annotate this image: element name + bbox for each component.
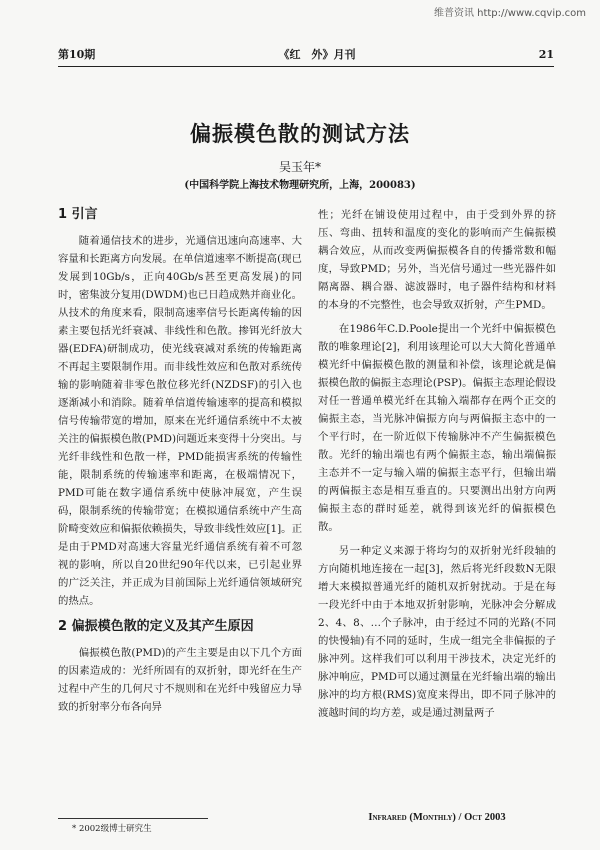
header-divider xyxy=(58,66,554,67)
page-number: 21 xyxy=(538,48,554,61)
article-title: 偏振模色散的测试方法 xyxy=(190,121,410,146)
paragraph: 随着通信技术的进步，光通信迅速向高速率、大容量和长距离方向发展。在单信道速率不断提高(现已发展到10Gb/s，正向40Gb/s甚至更高发展)的同时，密集波分复用(DWDM)也已日趋成熟并商业化。从技术的角度来看，限制高速率信号长距离传输的因素主要包括光纤衰减、非线性和色散。掺铒光纤放大器(EDFA)研制成功，使光线衰减对系统的传输距离不再起主要限制作用。而非线性效应和色散对系统传输的影响随着非零色散位移光纤(NZDSF)的引入也逐渐减小和消除。随着单信道传输速率的提高和模拟信号传输带宽的增加，原来在光纤通信系统中不太被关注的偏振模色散(PMD)问题近来变得十分突出。与光纤非线性和色散一样，PMD能损害系统的传输性能，限制系统的传输速率和距离，在极端情况下，PMD可能在数字通信系统中使脉冲展宽，产生误码，限制系统的传输带宽；在模拟通信系统中产生高阶畸变效应和偏振依赖损失，导致非线性效应[1]。正是由于PMD对高速大容量光纤通信系统有着不可忽视的影响，所以自20世纪90年代以来，已引起业界的广泛关注，并正成为目前国际上光纤通信领域研究的热点。 xyxy=(58,235,302,607)
paragraph: 另一种定义来源于将均匀的双折射光纤段轴的方向随机地连接在一起[3]，然后将光纤段数N无限增大来模拟普通光纤的随机双折射扰动。于是在每一段光纤中由于本地双折射影响，光脉冲会分解成2、4、8、…个子脉冲，由于经过不同的光路(不同的快慢轴)有不同的延时，生成一组完全非偏振的子脉冲列。这样我们可以利用干涉技术，决定光纤的脉冲响应，PMD可以通过测量在光纤输出端的输出脉冲的均方根(RMS)宽度来得出，即不同子脉冲的渡越时间的均方差，或是通过测量两子 xyxy=(318,545,556,719)
section-heading-introduction: 1 引言 xyxy=(58,207,98,222)
paragraph: 偏振模色散(PMD)的产生主要是由以下几个方面的因素造成的：光纤所固有的双折射，即光纤在生产过程中产生的几何尺寸不规则和在光纤中残留应力导致的折射率分布各向异 xyxy=(58,647,302,713)
article-author: 吴玉年* xyxy=(278,160,321,174)
section-heading-definition: 2 偏振模色散的定义及其产生原因 xyxy=(58,619,254,634)
journal-footer: Infrared (Monthly) / Oct 2003 xyxy=(368,812,506,823)
footnote-divider xyxy=(58,818,208,819)
running-header xyxy=(58,46,554,62)
right-column xyxy=(318,206,556,722)
paragraph: 在1986年C.D.Poole提出一个光纤中偏振模色散的唯象理论[2]，利用该理论可以大大简化普通单模光纤中偏振模色散的测量和补偿，该理论就是偏振模色散的偏振主态理论(PSP)。偏振主态理论假设对任一普通单模光纤在其输入端都存在两个正交的偏振主态，当光脉冲偏振方向与两偏振主态中的一个平行时，在一阶近似下传输脉冲不产生偏振模色散。光纤的输出端也有两个偏振主态，输出端偏振主态并不一定与输入端的偏振主态平行，但输出端的两偏振主态是相互垂直的。只要测出出射方向两偏振主态的群时延差，就得到该光纤的偏振模色散。 xyxy=(318,323,556,533)
issue-number: 第10期 xyxy=(58,48,96,61)
author-affiliation: (中国科学院上海技术物理研究所，上海，200083) xyxy=(184,180,416,191)
watermark-text: 维普资讯 http://www.cqvip.com xyxy=(433,8,586,19)
footnote: * 2002级博士研究生 xyxy=(72,824,152,834)
paragraph: 性；光纤在铺设使用过程中，由于受到外界的挤压、弯曲、扭转和温度的变化的影响而产生偏振模耦合效应，从而改变两偏振模各自的传播常数和幅度，导致PMD；另外，当光信号通过一些光器件如隔离器、耦合器、滤波器时，电子器件结构和材料的本身的不完整性，也会导致双折射，产生PMD。 xyxy=(318,209,556,311)
journal-name: 《红 外》月刊 xyxy=(278,48,356,61)
left-column xyxy=(58,206,302,716)
